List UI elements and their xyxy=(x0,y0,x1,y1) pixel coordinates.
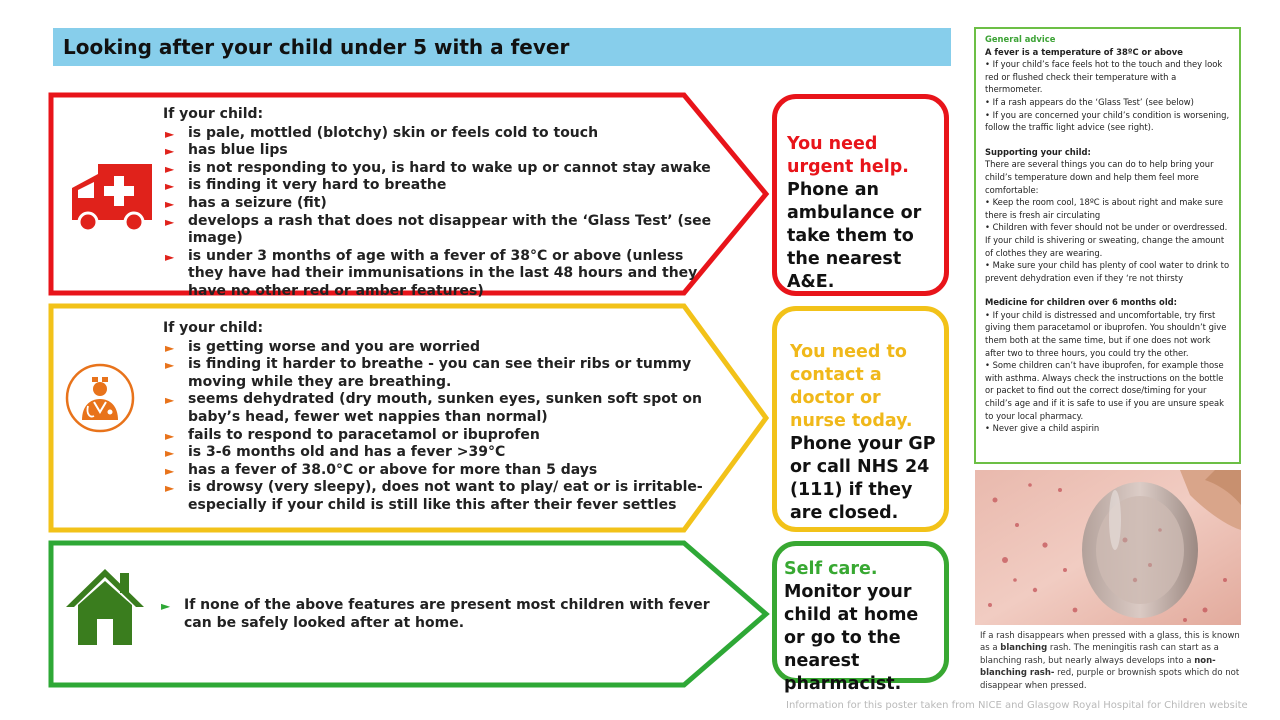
arrow-bullet-icon: ► xyxy=(165,393,175,408)
list-item: ► is finding it harder to breathe - you can see their ribs or tummy moving while they are breathing. xyxy=(165,356,692,390)
support-title: Supporting your child: xyxy=(985,146,1091,157)
green-callout-body: Monitor your child at home or go to the nearest pharmacist. xyxy=(784,582,919,694)
caption-bold-nonblanching: non-blanching rash- xyxy=(980,655,1216,679)
amber-panel-lead: If your child: xyxy=(163,320,264,336)
medicine-title: Medicine for children over 6 months old: xyxy=(985,297,1178,308)
arrow-bullet-icon: ► xyxy=(165,358,175,373)
advice-point: • Keep the room cool, 18ºC is about right and make sure there is fresh air circulating xyxy=(985,197,1223,220)
amber-callout-headline: You need to contact a doctor or nurse today. xyxy=(790,342,913,431)
advice-point: • If you are concerned your child’s condition is worsening, follow the traffic light advice (see right). xyxy=(985,109,1230,133)
list-item: ► fails to respond to paracetamol or ibuprofen xyxy=(165,426,540,443)
list-item: ► is under 3 months of age with a fever of 38°C or above (unless they have had their immunisations in the last 48 hours and they have no other red or amber features) xyxy=(165,247,698,299)
amber-panel-text xyxy=(163,320,703,515)
red-panel-lead: If your child: xyxy=(163,106,264,122)
arrow-bullet-icon: ► xyxy=(165,446,175,461)
green-callout xyxy=(772,541,949,694)
list-item: ► develops a rash that does not disappear with the ‘Glass Test’ (see image) xyxy=(165,212,712,247)
red-panel-text xyxy=(163,106,723,301)
house-icon xyxy=(64,565,146,647)
list-item: ► is drowsy (very sleepy), does not want to play/ eat or is irritable- especially if your child is still like this after their fever settles xyxy=(165,479,703,513)
list-item: ► has blue lips xyxy=(165,142,288,159)
list-item: ► is not responding to you, is hard to wake up or cannot stay awake xyxy=(165,159,711,176)
arrow-bullet-icon: ► xyxy=(165,463,175,478)
glass-test-photo xyxy=(975,470,1241,625)
arrow-bullet-icon: ► xyxy=(165,196,175,211)
list-item: ► is pale, mottled (blotchy) skin or feels cold to touch xyxy=(165,124,599,141)
red-callout-headline: You need urgent help. xyxy=(787,134,909,177)
advice-point: • Never give a child aspirin xyxy=(985,423,1100,434)
advice-point: • Some children can’t have ibuprofen, for example those with asthma. Always check the instructions on the bottle or packet to find out the correct dose/timing for your child’s age and if it is safe to use if you are unsure speak to your local pharmacy. xyxy=(985,360,1224,421)
arrow-bullet-icon: ► xyxy=(165,249,175,264)
support-intro: There are several things you can do to help bring your child’s temperature down and help them feel more comfortable: xyxy=(985,159,1214,195)
red-callout-body: Phone an ambulance or take them to the nearest A&E. xyxy=(787,180,922,292)
arrow-bullet-icon: ► xyxy=(165,340,175,355)
advice-title: General advice xyxy=(985,34,1056,44)
green-advice-list xyxy=(159,597,719,632)
doctor-icon xyxy=(64,362,136,434)
page-title: Looking after your child under 5 with a fever xyxy=(53,28,951,66)
ambulance-icon xyxy=(70,158,154,236)
red-callout xyxy=(772,94,949,296)
source-footer: Information for this poster taken from NICE and Glasgow Royal Hospital for Children website xyxy=(786,700,1248,711)
list-item: ► If none of the above features are present most children with fever can be safely looked after at home. xyxy=(161,597,710,631)
caption-bold-blanching: blanching xyxy=(1000,643,1048,654)
list-item: ► has a fever of 38.0°C or above for more than 5 days xyxy=(165,461,598,478)
arrow-bullet-icon: ► xyxy=(165,179,175,194)
advice-point: • If a rash appears do the ‘Glass Test’ (see below) xyxy=(985,96,1194,107)
advice-point: • If your child’s face feels hot to the touch and they look red or flushed check their temperature with a thermometer. xyxy=(985,59,1223,95)
arrow-bullet-icon: ► xyxy=(165,214,175,229)
arrow-bullet-icon: ► xyxy=(165,481,175,496)
red-symptom-list xyxy=(163,125,723,301)
amber-callout-body: Phone your GP or call NHS 24 (111) if they are closed. xyxy=(790,434,936,523)
fever-definition: A fever is a temperature of 38ºC or above xyxy=(985,46,1183,57)
amber-callout xyxy=(772,306,949,532)
advice-point: • If your child is distressed and uncomfortable, try first giving them paracetamol or ibuprofen. You shouldn’t give them both at the same time, but if one does not work after two to three hours, you could try the other. xyxy=(985,309,1227,358)
general-advice-box xyxy=(974,27,1241,464)
list-item: ► has a seizure (fit) xyxy=(165,194,327,211)
list-item: ► is 3-6 months old and has a fever >39°C xyxy=(165,444,506,461)
arrow-bullet-icon: ► xyxy=(161,599,171,613)
amber-symptom-list xyxy=(163,339,703,515)
green-callout-headline: Self care. xyxy=(784,559,878,579)
list-item: ► is finding it very hard to breathe xyxy=(165,177,447,194)
advice-point: • Children with fever should not be under or overdressed. If your child is shivering or sweating, change the amount of clothes they are wearing. xyxy=(985,222,1228,258)
arrow-bullet-icon: ► xyxy=(165,144,175,159)
list-item: ► seems dehydrated (dry mouth, sunken eyes, sunken soft spot on baby’s head, fewer wet nappies than normal) xyxy=(165,391,702,425)
green-panel-text xyxy=(159,597,719,632)
list-item: ► is getting worse and you are worried xyxy=(165,338,481,355)
arrow-bullet-icon: ► xyxy=(165,126,175,141)
advice-point: • Make sure your child has plenty of cool water to drink to prevent dehydration even if they ‘re not thirsty xyxy=(985,260,1230,283)
photo-caption: If a rash disappears when pressed with a glass, this is known as a blanching rash. The meningitis rash can start as a blanching rash, but nearly always develops into a non-blanching rash- red, purple or brownish spots which do not disappear when pressed. xyxy=(980,631,1240,691)
arrow-bullet-icon: ► xyxy=(165,428,175,443)
arrow-bullet-icon: ► xyxy=(165,161,175,176)
